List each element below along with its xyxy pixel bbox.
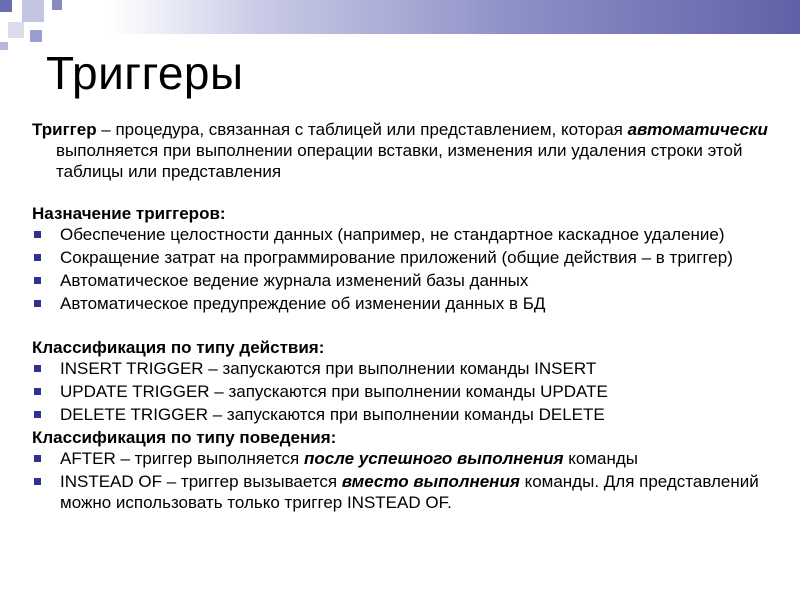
list-item bbox=[32, 247, 772, 268]
list-item-text: DELETE TRIGGER – запускаются при выполнении команды DELETE bbox=[60, 405, 605, 424]
list-item-text: Автоматическое ведение журнала изменений базы данных bbox=[60, 271, 529, 290]
list-item bbox=[32, 293, 772, 314]
square-bullet-icon bbox=[34, 254, 41, 261]
square-bullet-icon bbox=[34, 300, 41, 307]
after-text-post: команды bbox=[563, 449, 639, 468]
decorative-square bbox=[52, 0, 62, 10]
decorative-square bbox=[22, 0, 44, 22]
decorative-square bbox=[0, 42, 8, 50]
list-item-text: Автоматическое предупреждение об изменении данных в БД bbox=[60, 294, 546, 313]
instead-emphasis: вместо выполнения bbox=[341, 472, 520, 491]
definition-text-2: выполняется при выполнении операции вставки, изменения или удаления строки этой таблицы или представления bbox=[56, 141, 743, 181]
list-item bbox=[32, 224, 772, 245]
list-item-text: INSERT TRIGGER – запускаются при выполнении команды INSERT bbox=[60, 359, 597, 378]
square-bullet-icon bbox=[34, 411, 41, 418]
definition-paragraph bbox=[32, 119, 772, 182]
square-bullet-icon bbox=[34, 365, 41, 372]
list-item bbox=[32, 404, 772, 425]
after-text-pre: AFTER – триггер выполняется bbox=[60, 449, 304, 468]
behavior-classification-list bbox=[32, 448, 772, 513]
square-bullet-icon bbox=[34, 455, 41, 462]
square-bullet-icon bbox=[34, 231, 41, 238]
decorative-square bbox=[8, 22, 24, 38]
slide-content bbox=[32, 119, 772, 515]
behavior-classification-heading: Классификация по типу поведения: bbox=[32, 428, 337, 447]
list-item-text: UPDATE TRIGGER – запускаются при выполнении команды UPDATE bbox=[60, 382, 608, 401]
square-bullet-icon bbox=[34, 478, 41, 485]
top-decorative-band bbox=[0, 0, 800, 34]
list-item bbox=[32, 381, 772, 402]
list-item bbox=[32, 358, 772, 379]
decorative-square bbox=[0, 0, 12, 12]
list-item bbox=[32, 270, 772, 291]
list-item-text: Обеспечение целостности данных (например, не стандартное каскадное удаление) bbox=[60, 225, 725, 244]
definition-emphasis: автоматически bbox=[627, 120, 768, 139]
after-emphasis: после успешного выполнения bbox=[304, 449, 564, 468]
square-bullet-icon bbox=[34, 277, 41, 284]
slide-title: Триггеры bbox=[46, 47, 244, 99]
list-item-text: Сокращение затрат на программирование приложений (общие действия – в триггер) bbox=[60, 248, 733, 267]
instead-text-post: команды. Для представлений можно использовать только триггер INSTEAD OF. bbox=[60, 472, 759, 512]
purpose-list bbox=[32, 224, 772, 314]
decorative-square bbox=[30, 30, 42, 42]
instead-text-pre: INSTEAD OF – триггер вызывается bbox=[60, 472, 342, 491]
definition-text-1: – процедура, связанная с таблицей или представлением, которая bbox=[96, 120, 628, 139]
action-classification-heading: Классификация по типу действия: bbox=[32, 338, 325, 357]
list-item bbox=[32, 448, 772, 469]
action-classification-list bbox=[32, 358, 772, 425]
square-bullet-icon bbox=[34, 388, 41, 395]
list-item bbox=[32, 471, 772, 513]
definition-term: Триггер bbox=[32, 120, 97, 139]
purpose-heading: Назначение триггеров: bbox=[32, 204, 226, 223]
